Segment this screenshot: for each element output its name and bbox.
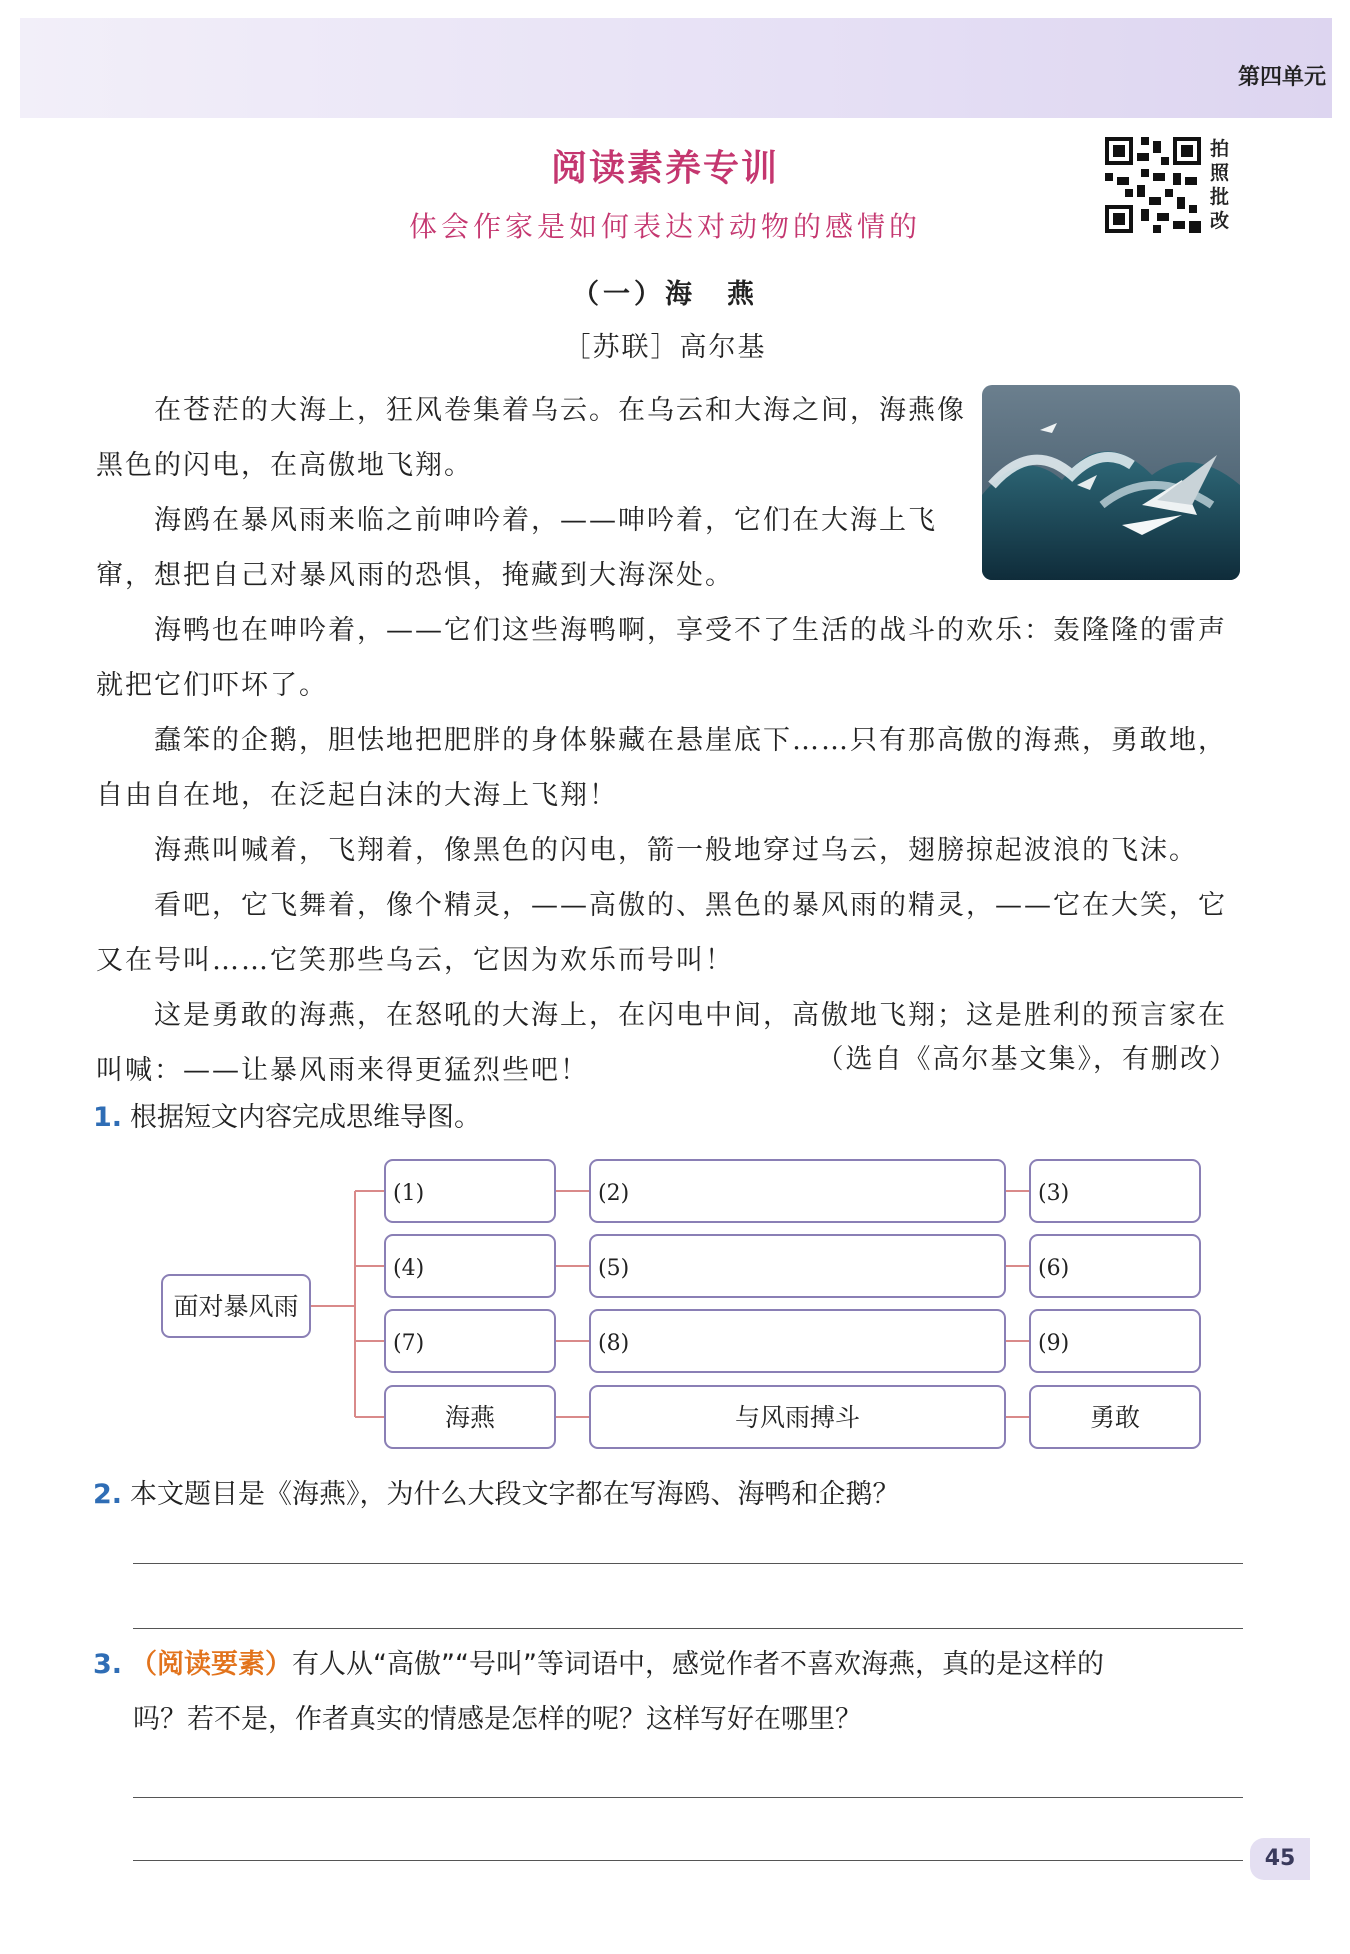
article-author: ［苏联］高尔基 <box>563 332 767 363</box>
paragraph-5: 海燕叫喊着，飞翔着，像黑色的闪电，箭一般地穿过乌云，翅膀掠起波浪的飞沫。 <box>154 835 1198 866</box>
mind-map-box[interactable] <box>590 1310 1005 1372</box>
question-3-number: 3. <box>93 1649 123 1680</box>
qr-label: 拍照批改 <box>1210 138 1230 232</box>
answer-line[interactable] <box>133 1563 1243 1564</box>
reading-element-tag: （阅读要素） <box>130 1649 293 1680</box>
header-band <box>20 18 1332 118</box>
paragraph-4: 蠢笨的企鹅，胆怯地把肥胖的身体躲藏在悬崖底下……只有那高傲的海燕，勇敢地，自由自在地，在泛起白沫的大海上飞翔！ <box>96 725 1227 811</box>
paragraph-7: 这是勇敢的海燕，在怒吼的大海上，在闪电中间，高傲地飞翔；这是胜利的预言家在叫喊：——让暴风雨来得更猛烈些吧！ <box>96 1000 1227 1086</box>
mind-map-box-label: 与风雨搏斗 <box>734 1403 861 1432</box>
mind-map-root-label: 面对暴风雨 <box>173 1292 299 1321</box>
question-2 <box>93 1467 900 1522</box>
paragraph-6: 看吧，它飞舞着，像个精灵，——高傲的、黑色的暴风雨的精灵，——它在大笑，它又在号叫……它笑那些乌云，它因为欢乐而号叫！ <box>96 890 1227 976</box>
paragraph-2: 海鸥在暴风雨来临之前呻吟着，——呻吟着，它们在大海上飞窜，想把自己对暴风雨的恐惧，掩藏到大海深处。 <box>96 505 937 591</box>
mind-map-box[interactable] <box>590 1235 1005 1297</box>
question-1-number: 1. <box>93 1102 123 1133</box>
mind-map-box-label: (8) <box>598 1331 630 1356</box>
qr-code-icon[interactable] <box>1105 137 1201 233</box>
section-subtitle: 体会作家是如何表达对动物的感情的 <box>408 210 921 243</box>
mind-map-box-label: (1) <box>393 1181 425 1206</box>
mind-map-box-label: (3) <box>1038 1181 1070 1206</box>
mind-map-box-label: (9) <box>1038 1331 1070 1356</box>
mind-map-box[interactable] <box>590 1160 1005 1222</box>
paragraph-1: 在苍茫的大海上，狂风卷集着乌云。在乌云和大海之间，海燕像黑色的闪电，在高傲地飞翔。 <box>96 395 966 481</box>
question-1 <box>93 1090 481 1145</box>
mind-map-box-label: (4) <box>393 1256 425 1281</box>
mind-map <box>160 1150 1220 1460</box>
question-1-text: 根据短文内容完成思维导图。 <box>130 1102 482 1133</box>
article-source: （选自《高尔基文集》，有删改） <box>816 1044 1238 1075</box>
question-3-line-2: 吗？若不是，作者真实的情感是怎样的呢？这样写好在哪里？ <box>133 1704 862 1735</box>
storm-petrel-illustration <box>982 385 1240 580</box>
answer-line[interactable] <box>133 1797 1243 1798</box>
answer-line[interactable] <box>133 1628 1243 1629</box>
question-2-number: 2. <box>93 1479 123 1510</box>
section-title: 阅读素养专训 <box>550 148 779 189</box>
question-3-line-1: 有人从“高傲”“号叫”等词语中，感觉作者不喜欢海燕，真的是这样的 <box>292 1649 1104 1680</box>
answer-line[interactable] <box>133 1860 1243 1861</box>
article-title: （一）海 燕 <box>572 279 758 310</box>
mind-map-box-label: 勇敢 <box>1089 1403 1141 1432</box>
mind-map-box-label: 海燕 <box>444 1403 496 1432</box>
unit-label: 第四单元 <box>1237 65 1326 90</box>
mind-map-box-label: (7) <box>393 1331 425 1356</box>
paragraph-3: 海鸭也在呻吟着，——它们这些海鸭啊，享受不了生活的战斗的欢乐：轰隆隆的雷声就把它们吓坏了。 <box>96 615 1227 701</box>
mind-map-box-label: (2) <box>598 1181 630 1206</box>
question-2-text: 本文题目是《海燕》，为什么大段文字都在写海鸥、海鸭和企鹅？ <box>130 1479 900 1510</box>
page-number: 45 <box>1250 1838 1310 1880</box>
mind-map-box-label: (6) <box>1038 1256 1070 1281</box>
mind-map-box-label: (5) <box>598 1256 630 1281</box>
question-3 <box>93 1637 1253 1747</box>
